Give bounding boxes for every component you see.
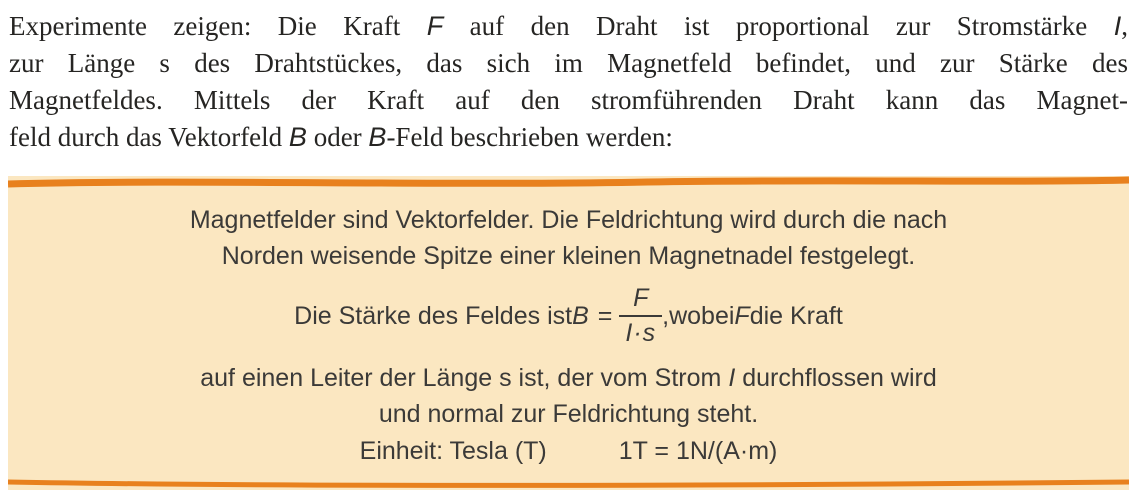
formula-line xyxy=(36,282,1101,350)
box-line-4 xyxy=(36,360,1101,396)
box-line-2: Norden weisende Spitze einer kleinen Magnetnadel festgelegt. xyxy=(221,242,916,270)
intro-line-1 xyxy=(9,8,1128,45)
variable-B: B xyxy=(368,122,387,152)
variable-B: B xyxy=(572,301,589,330)
variable-F: F xyxy=(734,301,750,330)
intro-text: , xyxy=(1121,11,1128,41)
unit-label: Einheit: Tesla (T) xyxy=(359,437,547,465)
formula-text: die Kraft xyxy=(749,301,843,330)
intro-line-2: zur Länge s des Drahtstückes, das sich im Magnetfeld befindet, und zur Stärke des xyxy=(9,48,1128,78)
unit-equation: 1T = 1N/(A·m) xyxy=(618,437,778,465)
intro-text: -Feld beschrieben werden: xyxy=(386,122,673,152)
box-line-5: und normal zur Feldrichtung steht. xyxy=(378,400,759,428)
variable-I: I xyxy=(1113,11,1122,41)
intro-text: auf den Draht ist proportional zur Stromstärke xyxy=(443,11,1114,41)
intro-line-4 xyxy=(9,119,1128,156)
variable-F: F xyxy=(426,11,444,41)
box-bottom-border-line xyxy=(8,479,1129,490)
intro-paragraph xyxy=(9,8,1128,156)
equals-sign: = xyxy=(597,301,613,330)
unit-line xyxy=(36,433,1101,469)
box-top-border-line xyxy=(8,176,1129,189)
variable-B: B xyxy=(288,122,307,152)
box-text: durchflossen wird xyxy=(735,364,937,392)
intro-line-3: Magnetfeldes. Mittels der Kraft auf den stromführenden Draht kann das Magnet- xyxy=(9,85,1128,115)
formula-text: Die Stärke des Feldes ist xyxy=(294,301,573,330)
fraction-denominator: I·s xyxy=(625,319,657,347)
box-line-1: Magnetfelder sind Vektorfelder. Die Feldrichtung wird durch die nach xyxy=(189,206,948,234)
box-text: auf einen Leiter der Länge s ist, der vom Strom xyxy=(200,364,729,392)
formula-text: ,wobei xyxy=(662,301,735,330)
fraction-F-over-Is xyxy=(619,285,662,348)
definition-box xyxy=(8,176,1129,490)
fraction-numerator: F xyxy=(619,285,662,318)
variable-I: I xyxy=(728,364,736,392)
intro-text: feld durch das Vektorfeld xyxy=(9,122,289,152)
intro-text: Experimente zeigen: Die Kraft xyxy=(9,11,427,41)
intro-text: oder xyxy=(306,122,369,152)
